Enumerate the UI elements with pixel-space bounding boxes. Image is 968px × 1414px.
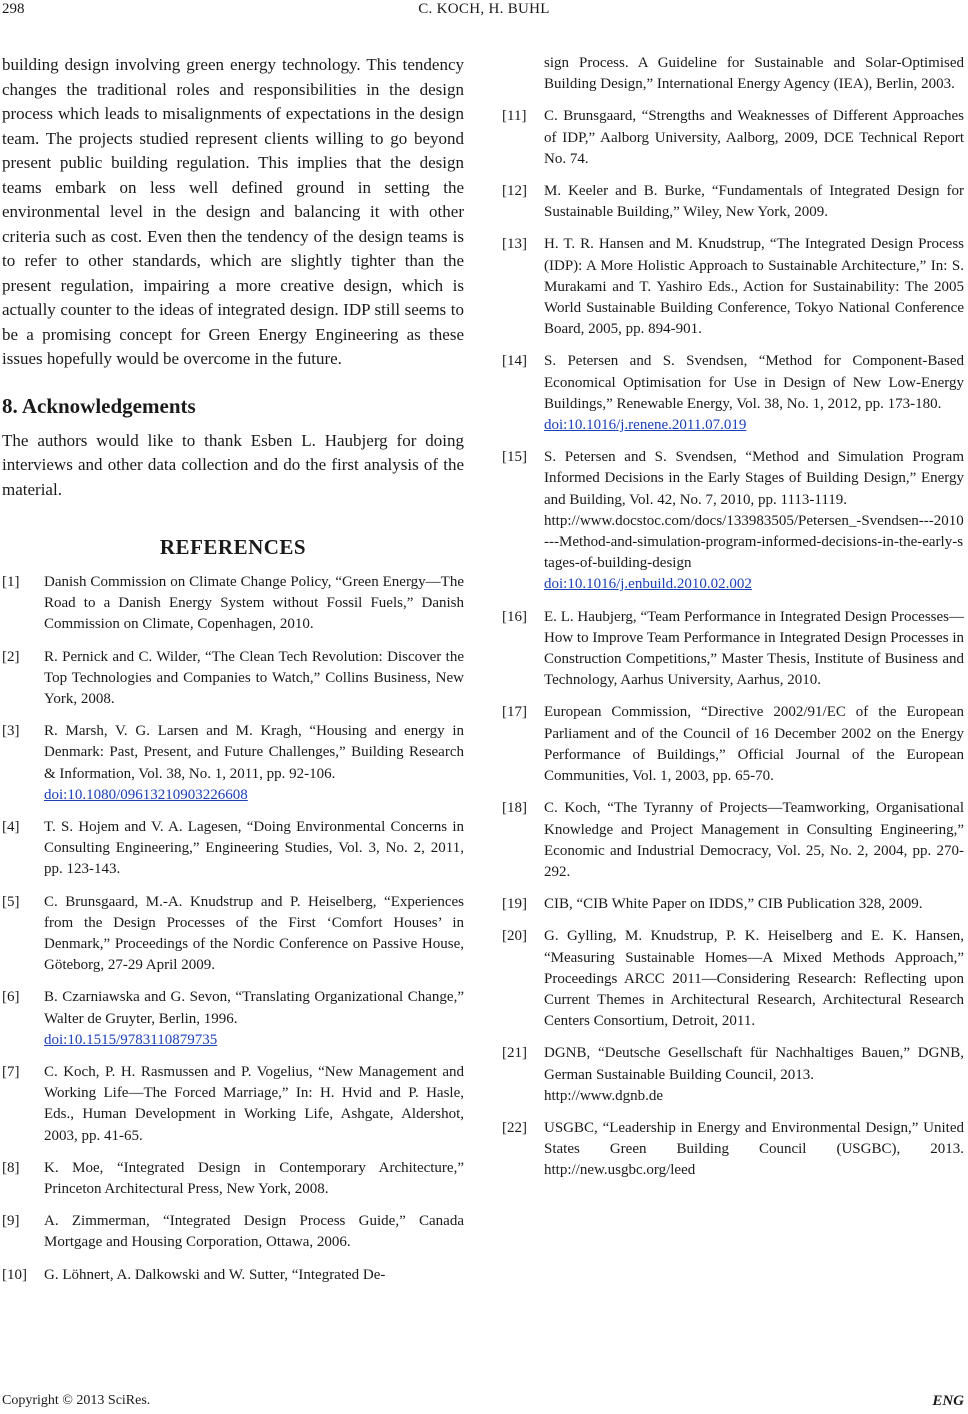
right-column [502, 53, 964, 1193]
reference-item [2, 987, 464, 1051]
doi-link[interactable]: doi:10.1016/j.enbuild.2010.02.002 [544, 576, 752, 593]
reference-number: [12] [502, 183, 527, 200]
reference-item [2, 1062, 464, 1147]
reference-item [2, 892, 464, 977]
reference-number: [6] [2, 989, 20, 1006]
reference-number: [18] [502, 800, 527, 817]
doi-link[interactable]: doi:10.1515/9783110879735 [44, 1031, 218, 1048]
reference-item [2, 1211, 464, 1253]
copyright-footer: Copyright © 2013 SciRes. [2, 1393, 151, 1408]
reference-item [502, 894, 964, 915]
reference-number: [22] [502, 1119, 527, 1136]
reference-text: S. Petersen and S. Svendsen, “Method and Simulation Program Informed Decisions in the Early Stages of Building Design,” Energy and Building, Vol. 42, No. 7, 2010, pp. 1113-1119. [544, 449, 964, 508]
reference-item [502, 447, 964, 595]
doi-link[interactable]: doi:10.1080/09613210903226608 [44, 786, 248, 803]
left-column [2, 53, 464, 1297]
reference-item [2, 1158, 464, 1200]
reference-number: [16] [502, 608, 527, 625]
reference-text: C. Brunsgaard, “Strengths and Weaknesses of Different Approaches of IDP,” Aalborg University, Aalborg, 2009, DCE Technical Report No. 74. [544, 108, 964, 167]
reference-url[interactable]: http://www.dgnb.de [544, 1087, 664, 1104]
reference-number: [14] [502, 353, 527, 370]
reference-number: [1] [2, 574, 20, 590]
reference-number: [21] [502, 1045, 527, 1062]
reference-number: [2] [2, 648, 20, 665]
reference-text: M. Keeler and B. Burke, “Fundamentals of Integrated Design for Sustainable Building,” Wiley, New York, 2009. [544, 183, 964, 221]
reference-item [502, 1043, 964, 1107]
reference-text: E. L. Haubjerg, “Team Performance in Integrated Design Processes—How to Improve Team Performance in Integrated Design Processes in Construction Competitions,” Master Thesis, Institute of Business and Technology, Aarhus University, Aarhus, 2010. [544, 608, 964, 689]
reference-number: [17] [502, 704, 527, 721]
reference-item [502, 181, 964, 223]
reference-number: [13] [502, 236, 527, 253]
reference-continuation: sign Process. A Guideline for Sustainable and Solar-Optimised Building Design,” International Energy Agency (IEA), Berlin, 2003. [544, 55, 964, 93]
body-paragraph: building design involving green energy technology. This tendency changes the traditional roles and responsibilities in the design process which leads to misalignments of expectations in the design team. The projects studied represent clients willing to go beyond present public building regulation. This implies that the design teams embark on less well defined ground in setting the environmental level in the design and balancing it with other criteria such as cost. Even then the tendency of the design teams is to refer to other standards, which are slightly tighter than the present regulation, impairing a more creative design, which is actually counter to the ideas of integrated design. IDP still seems to be a promising concept for Green Energy Engineering as these issues hopefully would be overcome in the future. [2, 55, 464, 368]
reference-item [2, 572, 464, 636]
reference-number: [4] [2, 819, 20, 836]
reference-item [502, 351, 964, 436]
reference-text: R. Marsh, V. G. Larsen and M. Kragh, “Housing and energy in Denmark: Past, Present, and Future Challenges,” Building Research & Information, Vol. 38, No. 1, 2011, pp. 92-106. [44, 723, 464, 782]
reference-text: G. Gylling, M. Knudstrup, P. K. Heiselberg and E. K. Hansen, “Measuring Sustainable Homes—A Mixed Methods Approach,” Proceedings ARCC 2011—Considering Research: Reflecting upon Current Themes in Architectural Research, Architectural Research Centers Consortium, Detroit, 2011. [544, 928, 964, 1030]
reference-item [2, 1265, 464, 1286]
reference-item [2, 817, 464, 881]
reference-item [502, 798, 964, 883]
references-heading: REFERENCES [159, 535, 307, 559]
doi-link[interactable]: doi:10.1016/j.renene.2011.07.019 [544, 417, 747, 434]
reference-text: DGNB, “Deutsche Gesellschaft für Nachhaltiges Bauen,” DGNB, German Sustainable Building Council, 2013. [544, 1045, 964, 1083]
reference-item [2, 721, 464, 806]
reference-item [2, 647, 464, 711]
reference-text: B. Czarniawska and G. Sevon, “Translating Organizational Change,” Walter de Gruyter, Berlin, 1996. [44, 989, 464, 1027]
reference-item [502, 234, 964, 340]
reference-number: [7] [2, 1064, 20, 1081]
reference-text: C. Brunsgaard, M.-A. Knudstrup and P. Heiselberg, “Experiences from the Design Processes of the First ‘Comfort Houses’ in Denmark,” Proceedings of the Nordic Conference on Passive House, Göteborg, 27-29 April 2009. [44, 893, 464, 974]
acknowledgements-text: The authors would like to thank Esben L. Haubjerg for doing interviews and other data collection and do the first analysis of the material. [2, 430, 464, 499]
reference-text: European Commission, “Directive 2002/91/EC of the European Parliament and of the Council of 16 December 2002 on the Energy Performance of Buildings,” Official Journal of the European Communities, Vol. 1, 2003, pp. 65-70. [544, 704, 964, 785]
reference-text: T. S. Hojem and V. A. Lagesen, “Doing Environmental Concerns in Consulting Engineering,” Engineering Studies, Vol. 3, No. 2, 2011, pp. 123-143. [44, 819, 464, 878]
reference-text: R. Pernick and C. Wilder, “The Clean Tech Revolution: Discover the Top Technologies and Companies to Watch,” Collins Business, New York, 2008. [44, 648, 464, 708]
reference-text: C. Koch, P. H. Rasmussen and P. Vogelius, “New Management and Working Life—The Forced Marriage,” In: H. Hvid and P. Hasle, Eds., Human Development in Working Life, Ashgate, Aldershot, 2003, pp. 41-65. [44, 1064, 464, 1144]
running-header-authors: C. KOCH, H. BUHL [418, 1, 550, 17]
reference-number: [3] [2, 723, 20, 740]
reference-text: A. Zimmerman, “Integrated Design Process Guide,” Canada Mortgage and Housing Corporation, Ottawa, 2006. [44, 1213, 464, 1251]
reference-text: CIB, “CIB White Paper on IDDS,” CIB Publication 328, 2009. [544, 896, 923, 913]
journal-abbrev: ENG [932, 1393, 964, 1409]
reference-item [502, 702, 964, 787]
reference-number: [8] [2, 1159, 20, 1176]
reference-text: Danish Commission on Climate Change Policy, “Green Energy—The Road to a Danish Energy System without Fossil Fuels,” Danish Commission on Climate, Copenhagen, 2010. [44, 574, 464, 633]
reference-number: [19] [502, 896, 527, 913]
reference-text: G. Löhnert, A. Dalkowski and W. Sutter, “Integrated De- [44, 1266, 386, 1283]
reference-item [502, 607, 964, 692]
acknowledgements-heading: 8. Acknowledgements [2, 393, 196, 418]
reference-item [502, 926, 964, 1032]
reference-number: [9] [2, 1213, 20, 1230]
reference-number: [11] [502, 108, 527, 125]
page-number: 298 [2, 1, 25, 17]
reference-text: H. T. R. Hansen and M. Knudstrup, “The Integrated Design Process (IDP): A More Holistic Approach to Sustainable Architecture,” In: S. Murakami and T. Yashiro Eds., Action for Sustainability: The 2005 World Sustainable Building Conference, Tokyo National Conference Board, 2005, pp. 894-901. [544, 236, 964, 338]
reference-item [502, 106, 964, 170]
reference-item [502, 1118, 964, 1182]
reference-text: S. Petersen and S. Svendsen, “Method for Component-Based Economical Optimisation for Use in Design of New Low-Energy Buildings,” Renewable Energy, Vol. 38, No. 1, 2012, pp. 173-180. [544, 353, 964, 412]
reference-text: USGBC, “Leadership in Energy and Environmental Design,” United States Green Building Council (USGBC), 2013. http://new.usgbc.org/leed [544, 1119, 964, 1179]
reference-number: [10] [2, 1266, 27, 1283]
reference-text: C. Koch, “The Tyranny of Projects—Teamworking, Organisational Knowledge and Project Management in Consulting Engineering,” Economic and Industrial Democracy, Vol. 25, No. 2, 2004, pp. 270-292. [544, 800, 964, 880]
reference-number: [5] [2, 893, 20, 910]
reference-number: [15] [502, 449, 527, 466]
reference-text: K. Moe, “Integrated Design in Contemporary Architecture,” Princeton Architectural Press, New York, 2008. [44, 1159, 464, 1198]
reference-number: [20] [502, 928, 527, 945]
reference-url[interactable]: http://www.docstoc.com/docs/133983505/Petersen_-Svendsen---2010---Method-and-simulation-program-informed-decisions-in-the-early-stages-of-building-design [544, 512, 964, 572]
